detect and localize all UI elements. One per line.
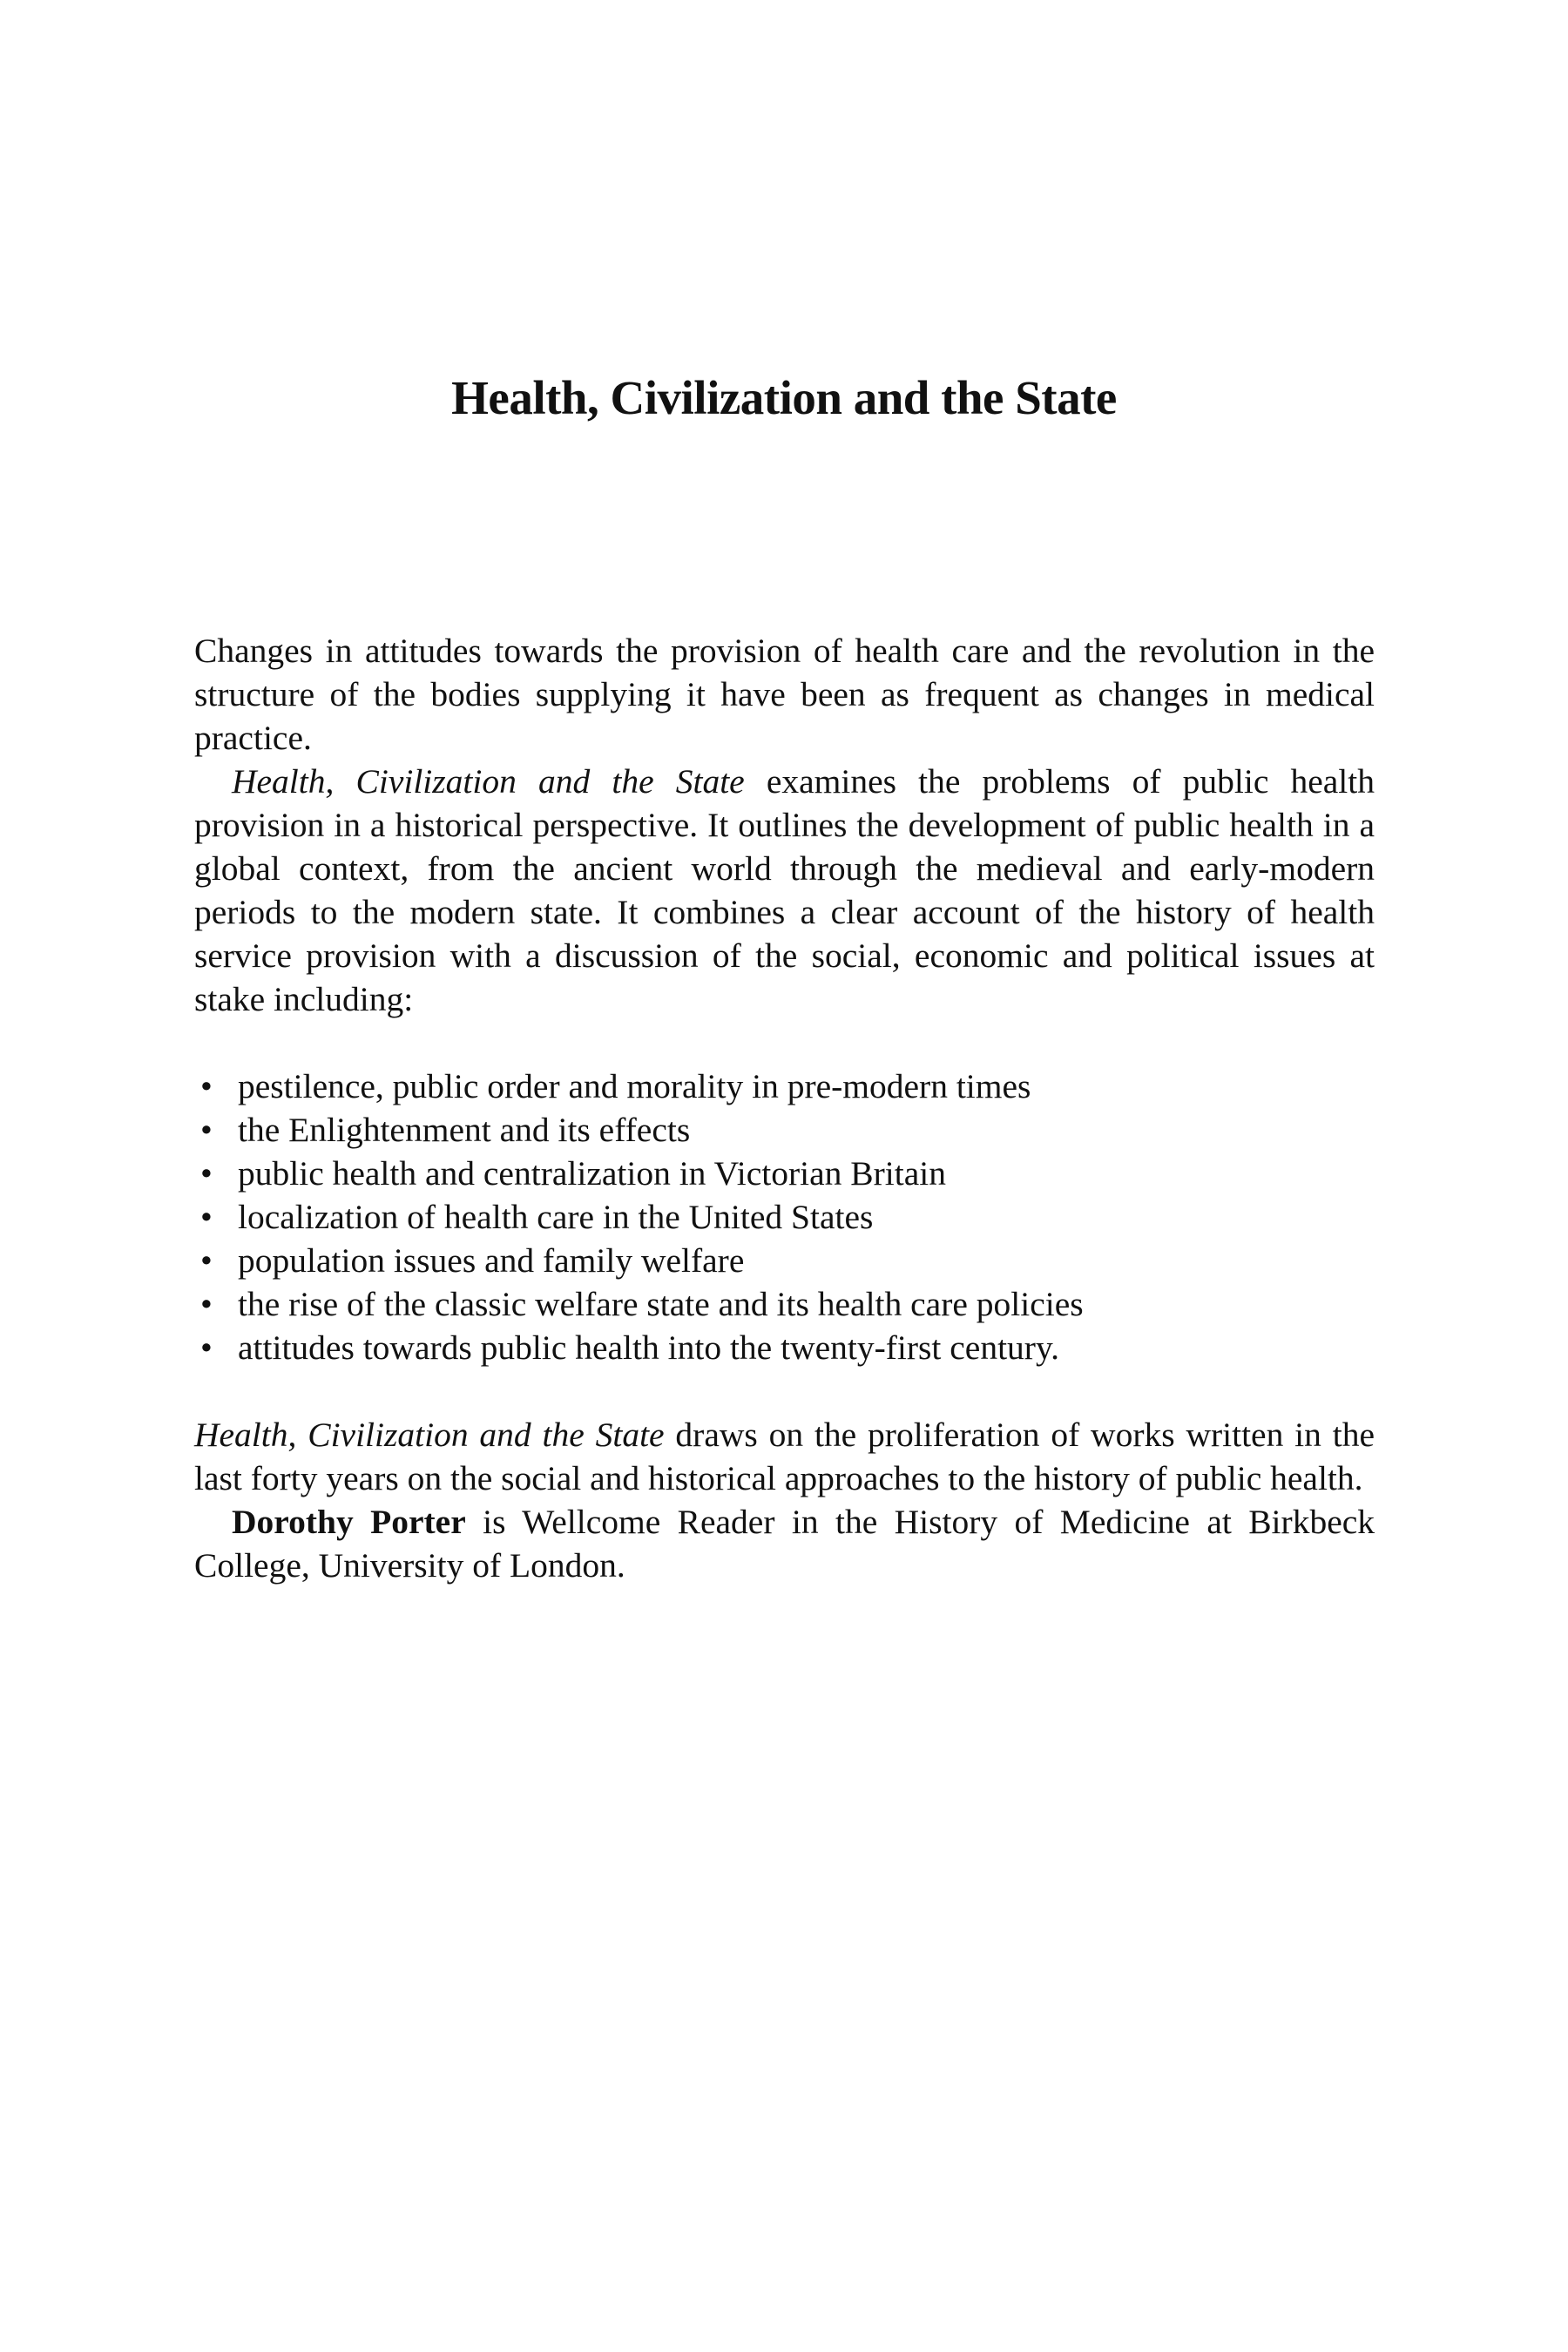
- list-item: • population issues and family welfare: [194, 1239, 1375, 1282]
- bullet-icon: •: [200, 1285, 213, 1323]
- topics-list: [194, 1064, 1375, 1369]
- list-item: • public health and centralization in Victorian Britain: [194, 1152, 1375, 1195]
- page-body: [194, 629, 1375, 1587]
- bullet-icon: •: [200, 1241, 213, 1280]
- author-bio: is Wellcome Reader in the History of Medicine at Birkbeck College, University of London.: [194, 1503, 1375, 1585]
- list-item: • localization of health care in the United States: [194, 1195, 1375, 1239]
- bullet-icon: •: [200, 1154, 213, 1193]
- list-item: • pestilence, public order and morality in pre-modern times: [194, 1064, 1375, 1108]
- bullet-icon: •: [200, 1111, 213, 1149]
- page-title: Health, Civilization and the State: [451, 371, 1117, 424]
- author-name: Dorothy Porter: [232, 1503, 466, 1541]
- list-item: • the rise of the classic welfare state and its health care policies: [194, 1282, 1375, 1326]
- book-title-italic: Health, Civilization and the State: [232, 762, 745, 801]
- paragraph-sources: [194, 1413, 1375, 1500]
- book-title-italic: Health, Civilization and the State: [194, 1416, 665, 1454]
- bullet-icon: •: [200, 1328, 213, 1367]
- paragraph-sources-text: draws on the proliferation of works written in the last forty years on the social and historical approaches to the history of public health.: [194, 1416, 1375, 1497]
- bullet-icon: •: [200, 1198, 213, 1236]
- list-item: • attitudes towards public health into the twenty-first century.: [194, 1326, 1375, 1369]
- list-item: • the Enlightenment and its effects: [194, 1108, 1375, 1152]
- bullet-icon: •: [200, 1067, 213, 1105]
- paragraph-author: [194, 1500, 1375, 1587]
- paragraph-overview-text: examines the problems of public health provision in a historical perspective. It outlines the development of public health in a global context, from the ancient world through the medieval and early-modern periods to the modern state. It combines a clear account of the history of health service provision with a discussion of the social, economic and political issues at stake including:: [194, 762, 1375, 1018]
- paragraph-overview: [194, 760, 1375, 1021]
- paragraph-intro: Changes in attitudes towards the provision of health care and the revolution in the structure of the bodies supplying it have been as frequent as changes in medical practice.: [194, 632, 1375, 757]
